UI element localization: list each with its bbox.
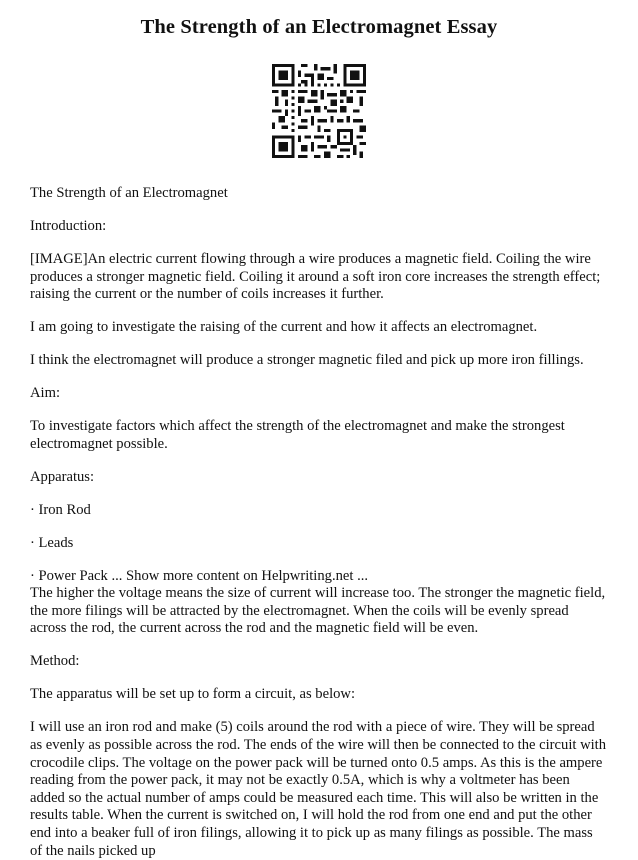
document-title: The Strength of an Electromagnet Essay — [140, 16, 498, 38]
body-paragraph: I think the electromagnet will produce a stronger magnetic filed and pick up more iron fillings. — [30, 352, 584, 369]
body-paragraph: I will use an iron rod and make (5) coils around the rod with a piece of wire. They will be spread as evenly as possible across the rod. The ends of the wire will then be connected to the circuit with crocodile clips. The voltage on the power pack will be turned onto 0.5 amps. As this is the ampere reading from the power pack, it may not be exactly 0.5A, which is why a voltmeter has been added so the actual number of amps could be measured each time. This will also be written in the results table. When the current is switched on, I will hold the rod from one end and put the other end into a beaker full of iron filings, allowing it to pick up as many filings as possible. The mass of the nails picked up — [30, 719, 607, 859]
qr-code-container — [30, 64, 608, 158]
body-paragraph: I am going to investigate the raising of the current and how it affects an electromagnet. — [30, 319, 538, 336]
section-heading-method: Method: — [30, 653, 80, 670]
list-item-show-more: · Power Pack ... Show more content on Helpwriting.net ... — [30, 567, 369, 584]
qr-code-icon — [272, 64, 366, 158]
document-body — [30, 185, 608, 860]
document-page — [0, 14, 638, 859]
body-paragraph: The Strength of an Electromagnet — [30, 185, 228, 201]
list-item: · Iron Rod — [30, 501, 91, 518]
list-item: · Leads — [30, 534, 74, 551]
body-paragraph: [IMAGE]An electric current flowing through a wire produces a magnetic field. Coiling the wire produces a stronger magnetic field. Coiling it around a soft iron core increases the strength effect; raising the current or the number of coils increases it further. — [30, 250, 601, 303]
body-paragraph: The apparatus will be set up to form a circuit, as below: — [30, 686, 356, 703]
section-heading-introduction: Introduction: — [30, 217, 107, 234]
body-paragraph: To investigate factors which affect the strength of the electromagnet and make the strongest electromagnet possible. — [30, 418, 565, 452]
body-paragraph: The higher the voltage means the size of current will increase too. The stronger the magnetic field, the more filings will be attracted by the electromagnet. When the coils will be evenly spread across the rod, the current across the rod and the magnetic field will be even. — [30, 585, 606, 637]
section-heading-apparatus: Apparatus: — [30, 468, 95, 485]
section-heading-aim: Aim: — [30, 385, 60, 402]
